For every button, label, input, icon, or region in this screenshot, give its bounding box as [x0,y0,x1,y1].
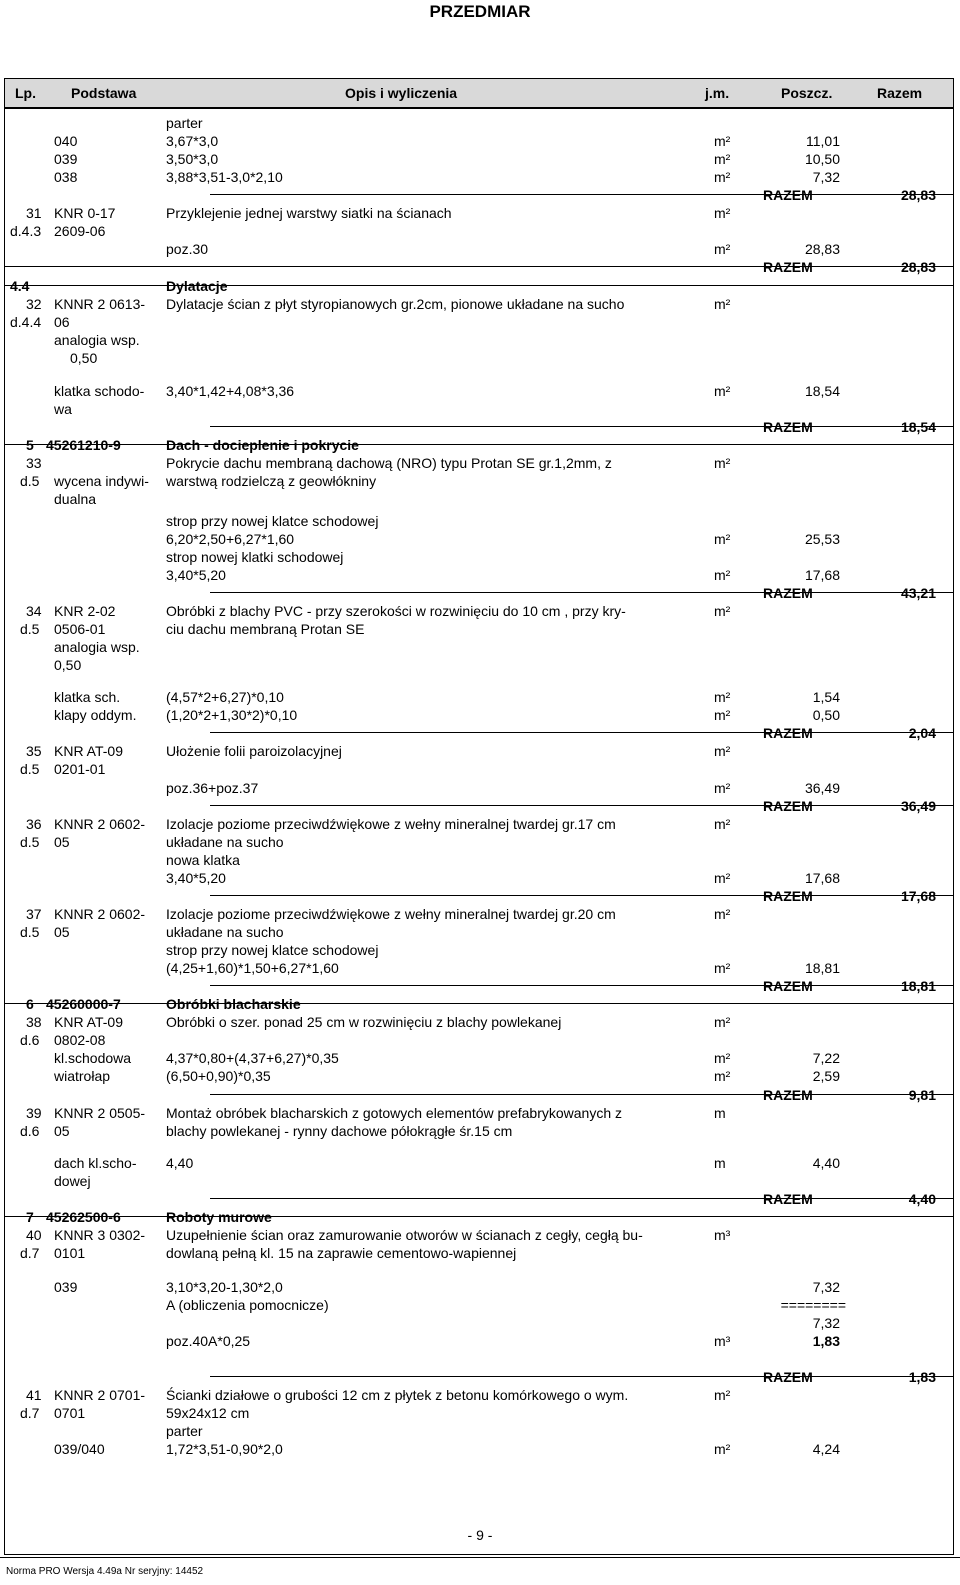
table-cell: m [714,1105,726,1121]
table-cell: RAZEM [763,725,813,741]
table-cell: m² [714,1068,731,1084]
row-divider [4,444,954,445]
table-cell: (4,25+1,60)*1,50+6,27*1,60 [166,960,339,976]
table-cell: 2609-06 [54,223,106,239]
table-cell: Dach - docieplenie i pokrycie [166,437,359,453]
table-cell: 1,72*3,51-0,90*2,0 [166,1441,283,1457]
table-cell: 0,50 [70,350,98,366]
table-cell: m [714,1155,726,1171]
table-cell: 2,59 [812,1068,840,1084]
row-divider [210,1198,954,1199]
table-cell: KNNR 3 0302- [54,1227,146,1243]
table-cell: 4,37*0,80+(4,37+6,27)*0,35 [166,1050,339,1066]
table-cell: dualna [54,491,97,507]
table-cell: m² [714,603,731,619]
table-cell: KNNR 2 0613- [54,296,146,312]
row-divider [210,895,954,896]
table-cell: 18,81 [804,960,840,976]
col-lp-header: Lp. [15,85,36,101]
table-cell: Uzupełnienie ścian oraz zamurowanie otworów w ścianach z cegły, cegłą bu- [166,1227,643,1243]
table-cell: 0802-08 [54,1032,106,1048]
table-cell: RAZEM [763,888,813,904]
table-cell: m² [714,960,731,976]
table-cell: d.7 [20,1405,40,1421]
table-cell: 3,50*3,0 [166,151,219,167]
col-jm-header: j.m. [705,85,730,101]
table-cell: dowej [54,1173,91,1189]
row-divider [210,985,954,986]
table-cell: m² [714,906,731,922]
table-cell: 0506-01 [54,621,106,637]
table-cell: 7 [26,1209,34,1225]
table-cell: 35 [26,743,42,759]
table-cell: RAZEM [763,1369,813,1385]
table-cell: 039/040 [54,1441,105,1457]
table-cell: m³ [714,1227,731,1243]
table-cell: ciu dachu membraną Protan SE [166,621,365,637]
table-cell: m² [714,816,731,832]
table-cell: d.5 [20,834,40,850]
table-cell: 32 [26,296,42,312]
table-cell: strop przy nowej klatce schodowej [166,942,379,958]
table-cell: 039 [54,151,78,167]
table-cell: klapy oddym. [54,707,137,723]
table-cell: KNR AT-09 [54,1014,123,1030]
table-cell: m² [714,205,731,221]
table-cell: 3,10*3,20-1,30*2,0 [166,1279,283,1295]
table-cell: 05 [54,834,70,850]
footer-divider [0,1557,960,1558]
table-cell: 34 [26,603,42,619]
table-cell: 7,32 [812,169,840,185]
table-cell: poz.36+poz.37 [166,780,259,796]
table-cell: 45262500-6 [46,1209,121,1225]
table-cell: m² [714,567,731,583]
col-opis-header: Opis i wyliczenia [345,85,458,101]
table-cell: 6,20*2,50+6,27*1,60 [166,531,295,547]
table-cell: parter [166,1423,203,1439]
table-cell: KNNR 2 0602- [54,906,146,922]
table-cell: m² [714,707,731,723]
table-cell: wiatrołap [54,1068,111,1084]
row-divider [210,592,954,593]
table-cell: RAZEM [763,585,813,601]
table-cell: analogia wsp. [54,332,140,348]
table-cell: 43,21 [900,585,936,601]
table-cell: poz.30 [166,241,209,257]
table-cell: 45260000-7 [46,996,121,1012]
table-cell: Roboty murowe [166,1209,272,1225]
table-cell: 36,49 [804,780,840,796]
table-cell: 36 [26,816,42,832]
table-cell: strop przy nowej klatce schodowej [166,513,379,529]
table-cell: dach kl.scho- [54,1155,137,1171]
table-cell: 3,88*3,51-3,0*2,10 [166,169,283,185]
table-cell: m² [714,296,731,312]
table-cell: m² [714,743,731,759]
table-cell: 41 [26,1387,42,1403]
table-cell: 45261210-9 [46,437,121,453]
table-cell: Ścianki działowe o grubości 12 cm z płytek z betonu komórkowego o wym. [166,1387,629,1403]
row-divider [210,426,954,427]
table-cell: Dylatacje [166,278,228,294]
table-cell: 18,54 [900,419,936,435]
row-divider [210,1376,954,1377]
table-cell: (4,57*2+6,27)*0,10 [166,689,284,705]
table-cell: analogia wsp. [54,639,140,655]
table-cell: m² [714,169,731,185]
table-cell: 0,50 [54,657,82,673]
table-cell: 0701 [54,1405,86,1421]
table-cell: KNNR 2 0602- [54,816,146,832]
table-cell: RAZEM [763,259,813,275]
table-cell: 039 [54,1279,78,1295]
table-cell: m² [714,780,731,796]
table-cell: 28,83 [804,241,840,257]
table-cell: 3,40*5,20 [166,870,226,886]
col-podstawa-header: Podstawa [71,85,137,101]
table-cell: 3,40*1,42+4,08*3,36 [166,383,295,399]
table-cell: 4.4 [10,278,30,294]
table-cell: dowlaną pełną kl. 15 na zaprawie cementowo-wapiennej [166,1245,517,1261]
table-cell: m² [714,689,731,705]
table-cell: KNR AT-09 [54,743,123,759]
table-cell: 33 [26,455,42,471]
table-cell: RAZEM [763,187,813,203]
table-cell: m² [714,1441,731,1457]
table-cell: klatka sch. [54,689,121,705]
table-cell: m² [714,151,731,167]
table-cell: klatka schodo- [54,383,145,399]
table-cell: 31 [26,205,42,221]
table-cell: warstwą rodzielczą z geowłókniny [166,473,377,489]
table-cell: m² [714,1050,731,1066]
row-divider [4,1003,954,1004]
table-cell: 0,50 [812,707,840,723]
table-cell: 17,68 [900,888,936,904]
table-cell: wycena indywi- [54,473,149,489]
table-cell: wa [54,401,72,417]
table-cell: m² [714,383,731,399]
table-cell: Izolacje poziome przeciwdźwiękowe z wełny mineralnej twardej gr.20 cm [166,906,616,922]
table-cell: Obróbki blacharskie [166,996,301,1012]
table-cell: 5 [26,437,34,453]
table-cell: m² [714,1014,731,1030]
table-cell: m² [714,531,731,547]
page-number: - 9 - [467,1527,493,1543]
table-cell: Obróbki o szer. ponad 25 cm w rozwinięciu z blachy powlekanej [166,1014,562,1030]
table-cell: 7,22 [812,1050,840,1066]
table-cell: KNNR 2 0505- [54,1105,146,1121]
table-cell: 39 [26,1105,42,1121]
table-cell: 2,04 [908,725,936,741]
table-cell: 10,50 [804,151,840,167]
table-cell: (6,50+0,90)*0,35 [166,1068,271,1084]
table-cell: 59x24x12 cm [166,1405,250,1421]
table-cell: 3,67*3,0 [166,133,219,149]
table-cell: m² [714,241,731,257]
table-cell: 4,24 [812,1441,840,1457]
row-divider [4,285,954,286]
table-cell: 3,40*5,20 [166,567,226,583]
table-cell: 25,53 [804,531,840,547]
row-divider [210,805,954,806]
table-cell: 6 [26,996,34,1012]
table-cell: 40 [26,1227,42,1243]
table-cell: m³ [714,1333,731,1349]
table-cell: KNR 0-17 [54,205,116,221]
table-cell: 11,01 [806,133,840,149]
table-cell: KNNR 2 0701- [54,1387,146,1403]
table-cell: Obróbki z blachy PVC - przy szerokości w rozwinięciu do 10 cm , przy kry- [166,603,626,619]
table-cell: 05 [54,924,70,940]
table-cell: 37 [26,906,42,922]
table-cell: d.5 [20,621,40,637]
table-cell: strop nowej klatki schodowej [166,549,344,565]
table-cell: 28,83 [900,187,936,203]
table-cell: Przyklejenie jednej warstwy siatki na ścianach [166,205,452,221]
table-cell: m² [714,455,731,471]
table-cell: RAZEM [763,1191,813,1207]
table-cell: m² [714,133,731,149]
table-cell: Ułożenie folii paroizolacyjnej [166,743,342,759]
table-cell: poz.40A*0,25 [166,1333,251,1349]
table-cell: układane na sucho [166,924,284,940]
row-divider [4,1216,954,1217]
row-divider [210,194,954,195]
table-cell: 05 [54,1123,70,1139]
table-cell: układane na sucho [166,834,284,850]
table-cell: parter [166,115,203,131]
table-cell: KNR 2-02 [54,603,116,619]
table-cell: 4,40 [166,1155,194,1171]
table-cell: Izolacje poziome przeciwdźwiękowe z wełny mineralnej twardej gr.17 cm [166,816,616,832]
table-cell: ======== [780,1297,846,1313]
table-cell: 0201-01 [54,761,106,777]
table-cell: d.6 [20,1032,40,1048]
table-cell: m² [714,1387,731,1403]
table-cell: 1,83 [812,1333,840,1349]
table-cell: 7,32 [812,1315,840,1331]
table-cell: Dylatacje ścian z płyt styropianowych gr.2cm, pionowe układane na sucho [166,296,625,312]
table-cell: 7,32 [812,1279,840,1295]
table-cell: 0101 [54,1245,86,1261]
table-cell: 18,81 [900,978,936,994]
table-cell: RAZEM [763,419,813,435]
table-cell: d.4.4 [10,314,42,330]
table-cell: 18,54 [804,383,840,399]
table-cell: 038 [54,169,78,185]
table-cell: d.5 [20,761,40,777]
table-cell: kl.schodowa [54,1050,132,1066]
table-cell: 4,40 [908,1191,936,1207]
table-cell: 17,68 [804,870,840,886]
document-title: PRZEDMIAR [429,2,531,21]
table-cell: nowa klatka [166,852,240,868]
table-cell: Pokrycie dachu membraną dachową (NRO) typu Protan SE gr.1,2mm, z [166,455,612,471]
table-cell: A (obliczenia pomocnicze) [166,1297,329,1313]
table-cell: 06 [54,314,70,330]
table-cell: 36,49 [900,798,936,814]
row-divider [210,732,954,733]
table-cell: RAZEM [763,798,813,814]
table-cell: d.5 [20,924,40,940]
table-cell: d.6 [20,1123,40,1139]
table-cell: d.7 [20,1245,40,1261]
table-cell: RAZEM [763,978,813,994]
table-cell: 040 [54,133,78,149]
table-cell: m² [714,870,731,886]
table-cell: 1,83 [908,1369,936,1385]
table-cell: 17,68 [804,567,840,583]
table-cell: Montaż obróbek blacharskich z gotowych elementów prefabrykowanych z [166,1105,623,1121]
col-razem-header: Razem [877,85,923,101]
col-poszcz-header: Poszcz. [781,85,833,101]
table-cell: (1,20*2+1,30*2)*0,10 [166,707,298,723]
table-cell: 38 [26,1014,42,1030]
table-cell: 1,54 [812,689,840,705]
footer-text: Norma PRO Wersja 4.49a Nr seryjny: 14452 [6,1566,204,1577]
row-divider [210,1094,954,1095]
table-cell: 28,83 [900,259,936,275]
table-cell: 9,81 [908,1087,936,1103]
table-cell: d.5 [20,473,40,489]
table-cell: 4,40 [812,1155,840,1171]
table-cell: RAZEM [763,1087,813,1103]
table-cell: blachy powlekanej - rynny dachowe półokrągłe śr.15 cm [166,1123,513,1139]
table-cell: d.4.3 [10,223,42,239]
